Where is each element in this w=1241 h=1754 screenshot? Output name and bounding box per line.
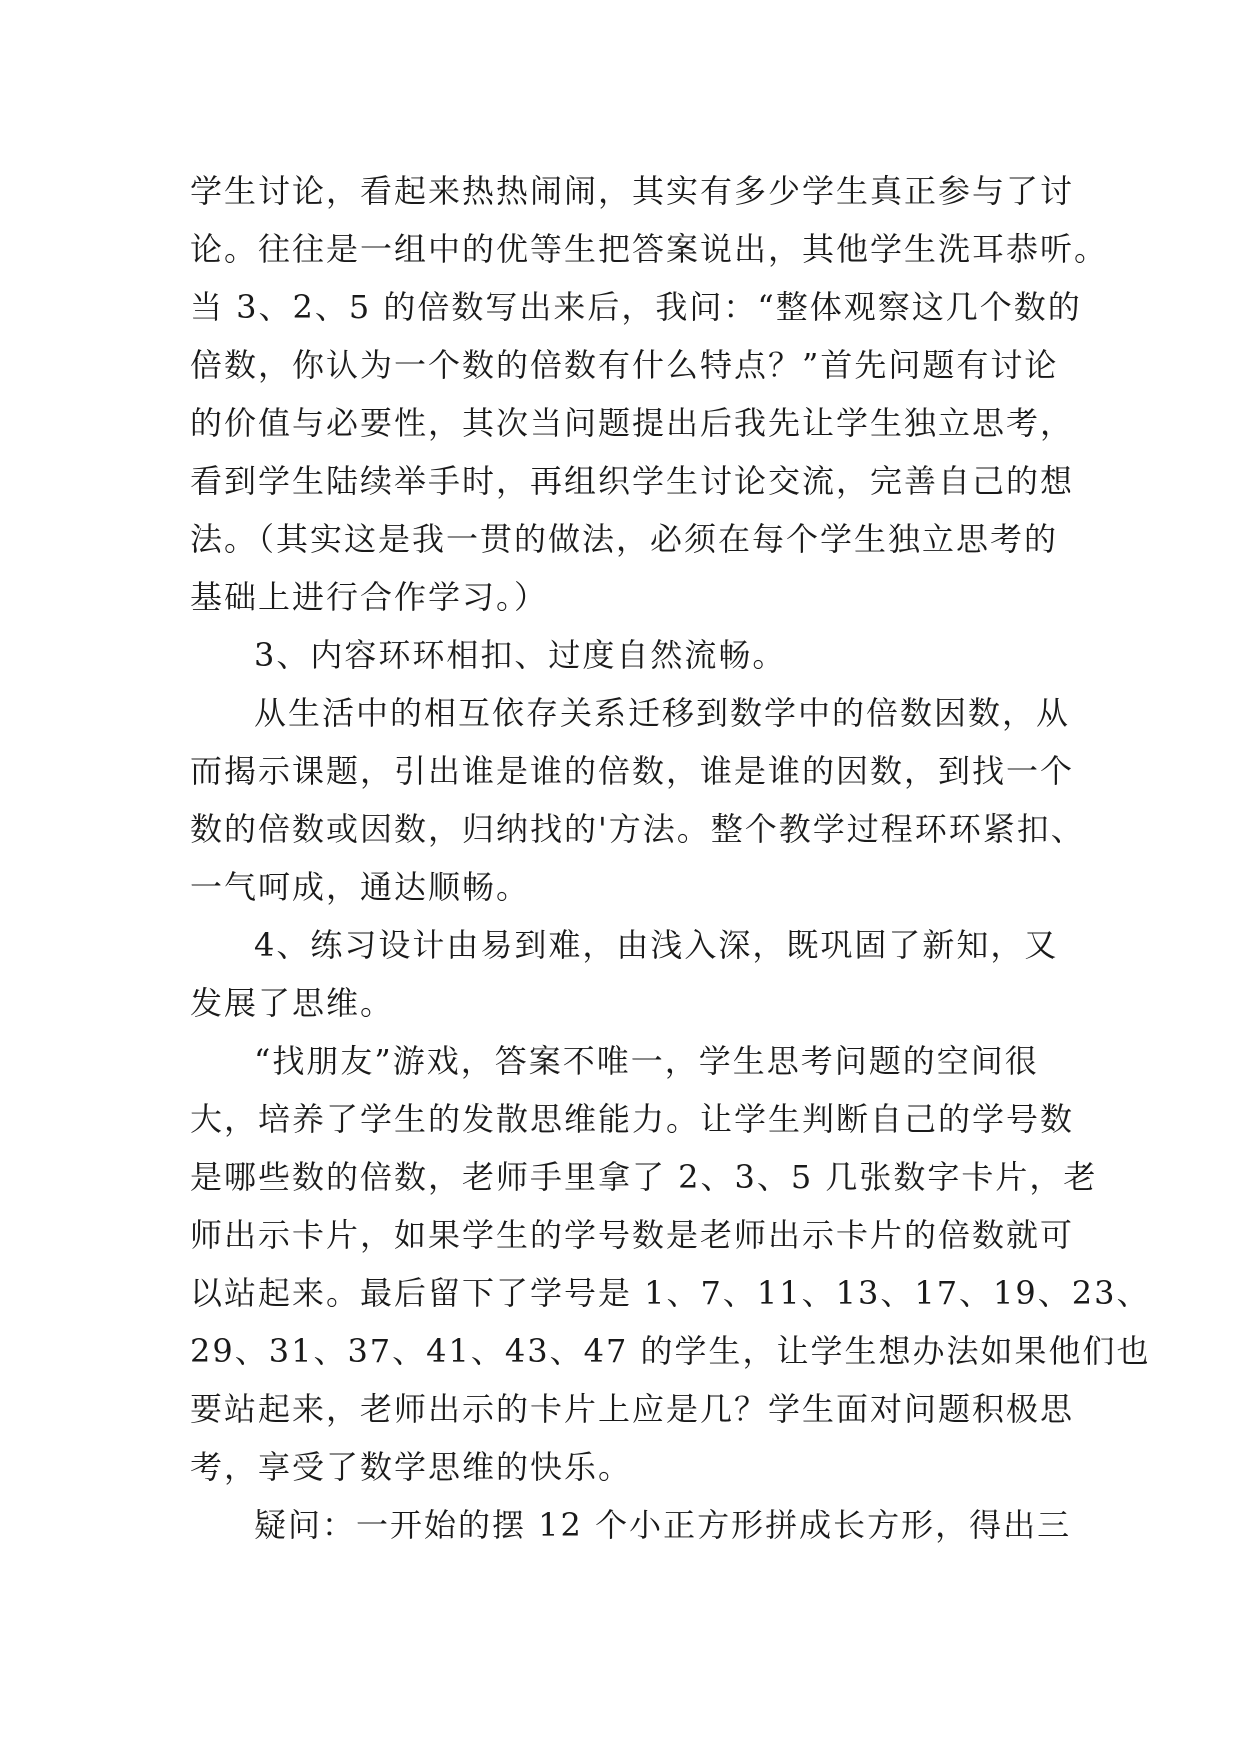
text-line: 倍数，你认为一个数的倍数有什么特点？”首先问题有讨论 — [190, 346, 1059, 384]
paragraph-start: “找朋友”游戏，答案不唯一，学生思考问题的空间很 — [254, 1042, 1039, 1080]
text-line: 基础上进行合作学习。） — [190, 578, 549, 616]
section-heading-4: 4、练习设计由易到难，由浅入深，既巩固了新知，又 — [254, 926, 1059, 964]
text-line: 论。往往是一组中的优等生把答案说出，其他学生洗耳恭听。 — [190, 230, 1109, 268]
text-line: 学生讨论，看起来热热闹闹，其实有多少学生真正参与了讨 — [190, 172, 1075, 210]
document-body — [190, 162, 1151, 1554]
text-line: 大，培养了学生的发散思维能力。让学生判断自己的学号数 — [190, 1100, 1075, 1138]
text-line: 一气呵成，通达顺畅。 — [190, 868, 531, 906]
text-line: 而揭示课题，引出谁是谁的倍数，谁是谁的因数，到找一个 — [190, 752, 1075, 790]
text-line: 29、31、37、41、43、47 的学生，让学生想办法如果他们也 — [190, 1332, 1151, 1370]
text-line: 法。（其实这是我一贯的做法，必须在每个学生独立思考的 — [190, 520, 1059, 558]
section-heading-3: 3、内容环环相扣、过度自然流畅。 — [254, 636, 787, 674]
text-line: 考，享受了数学思维的快乐。 — [190, 1448, 633, 1486]
text-line: 数的倍数或因数，归纳找的'方法。整个教学过程环环紧扣、 — [190, 810, 1085, 848]
text-line: 要站起来，老师出示的卡片上应是几？学生面对问题积极思 — [190, 1390, 1075, 1428]
text-line: 的价值与必要性，其次当问题提出后我先让学生独立思考， — [190, 404, 1075, 442]
text-line: 当 3、2、5 的倍数写出来后，我问：“整体观察这几个数的 — [190, 288, 1082, 326]
paragraph-start: 从生活中的相互依存关系迁移到数学中的倍数因数，从 — [254, 694, 1071, 732]
text-line: 发展了思维。 — [190, 984, 395, 1022]
text-line: 看到学生陆续举手时，再组织学生讨论交流，完善自己的想 — [190, 462, 1075, 500]
text-line: 是哪些数的倍数，老师手里拿了 2、3、5 几张数字卡片，老 — [190, 1158, 1098, 1196]
text-line: 师出示卡片，如果学生的学号数是老师出示卡片的倍数就可 — [190, 1216, 1075, 1254]
text-line: 以站起来。最后留下了学号是 1、7、11、13、17、19、23、 — [190, 1274, 1151, 1312]
paragraph-start: 疑问：一开始的摆 12 个小正方形拼成长方形，得出三 — [254, 1506, 1072, 1544]
